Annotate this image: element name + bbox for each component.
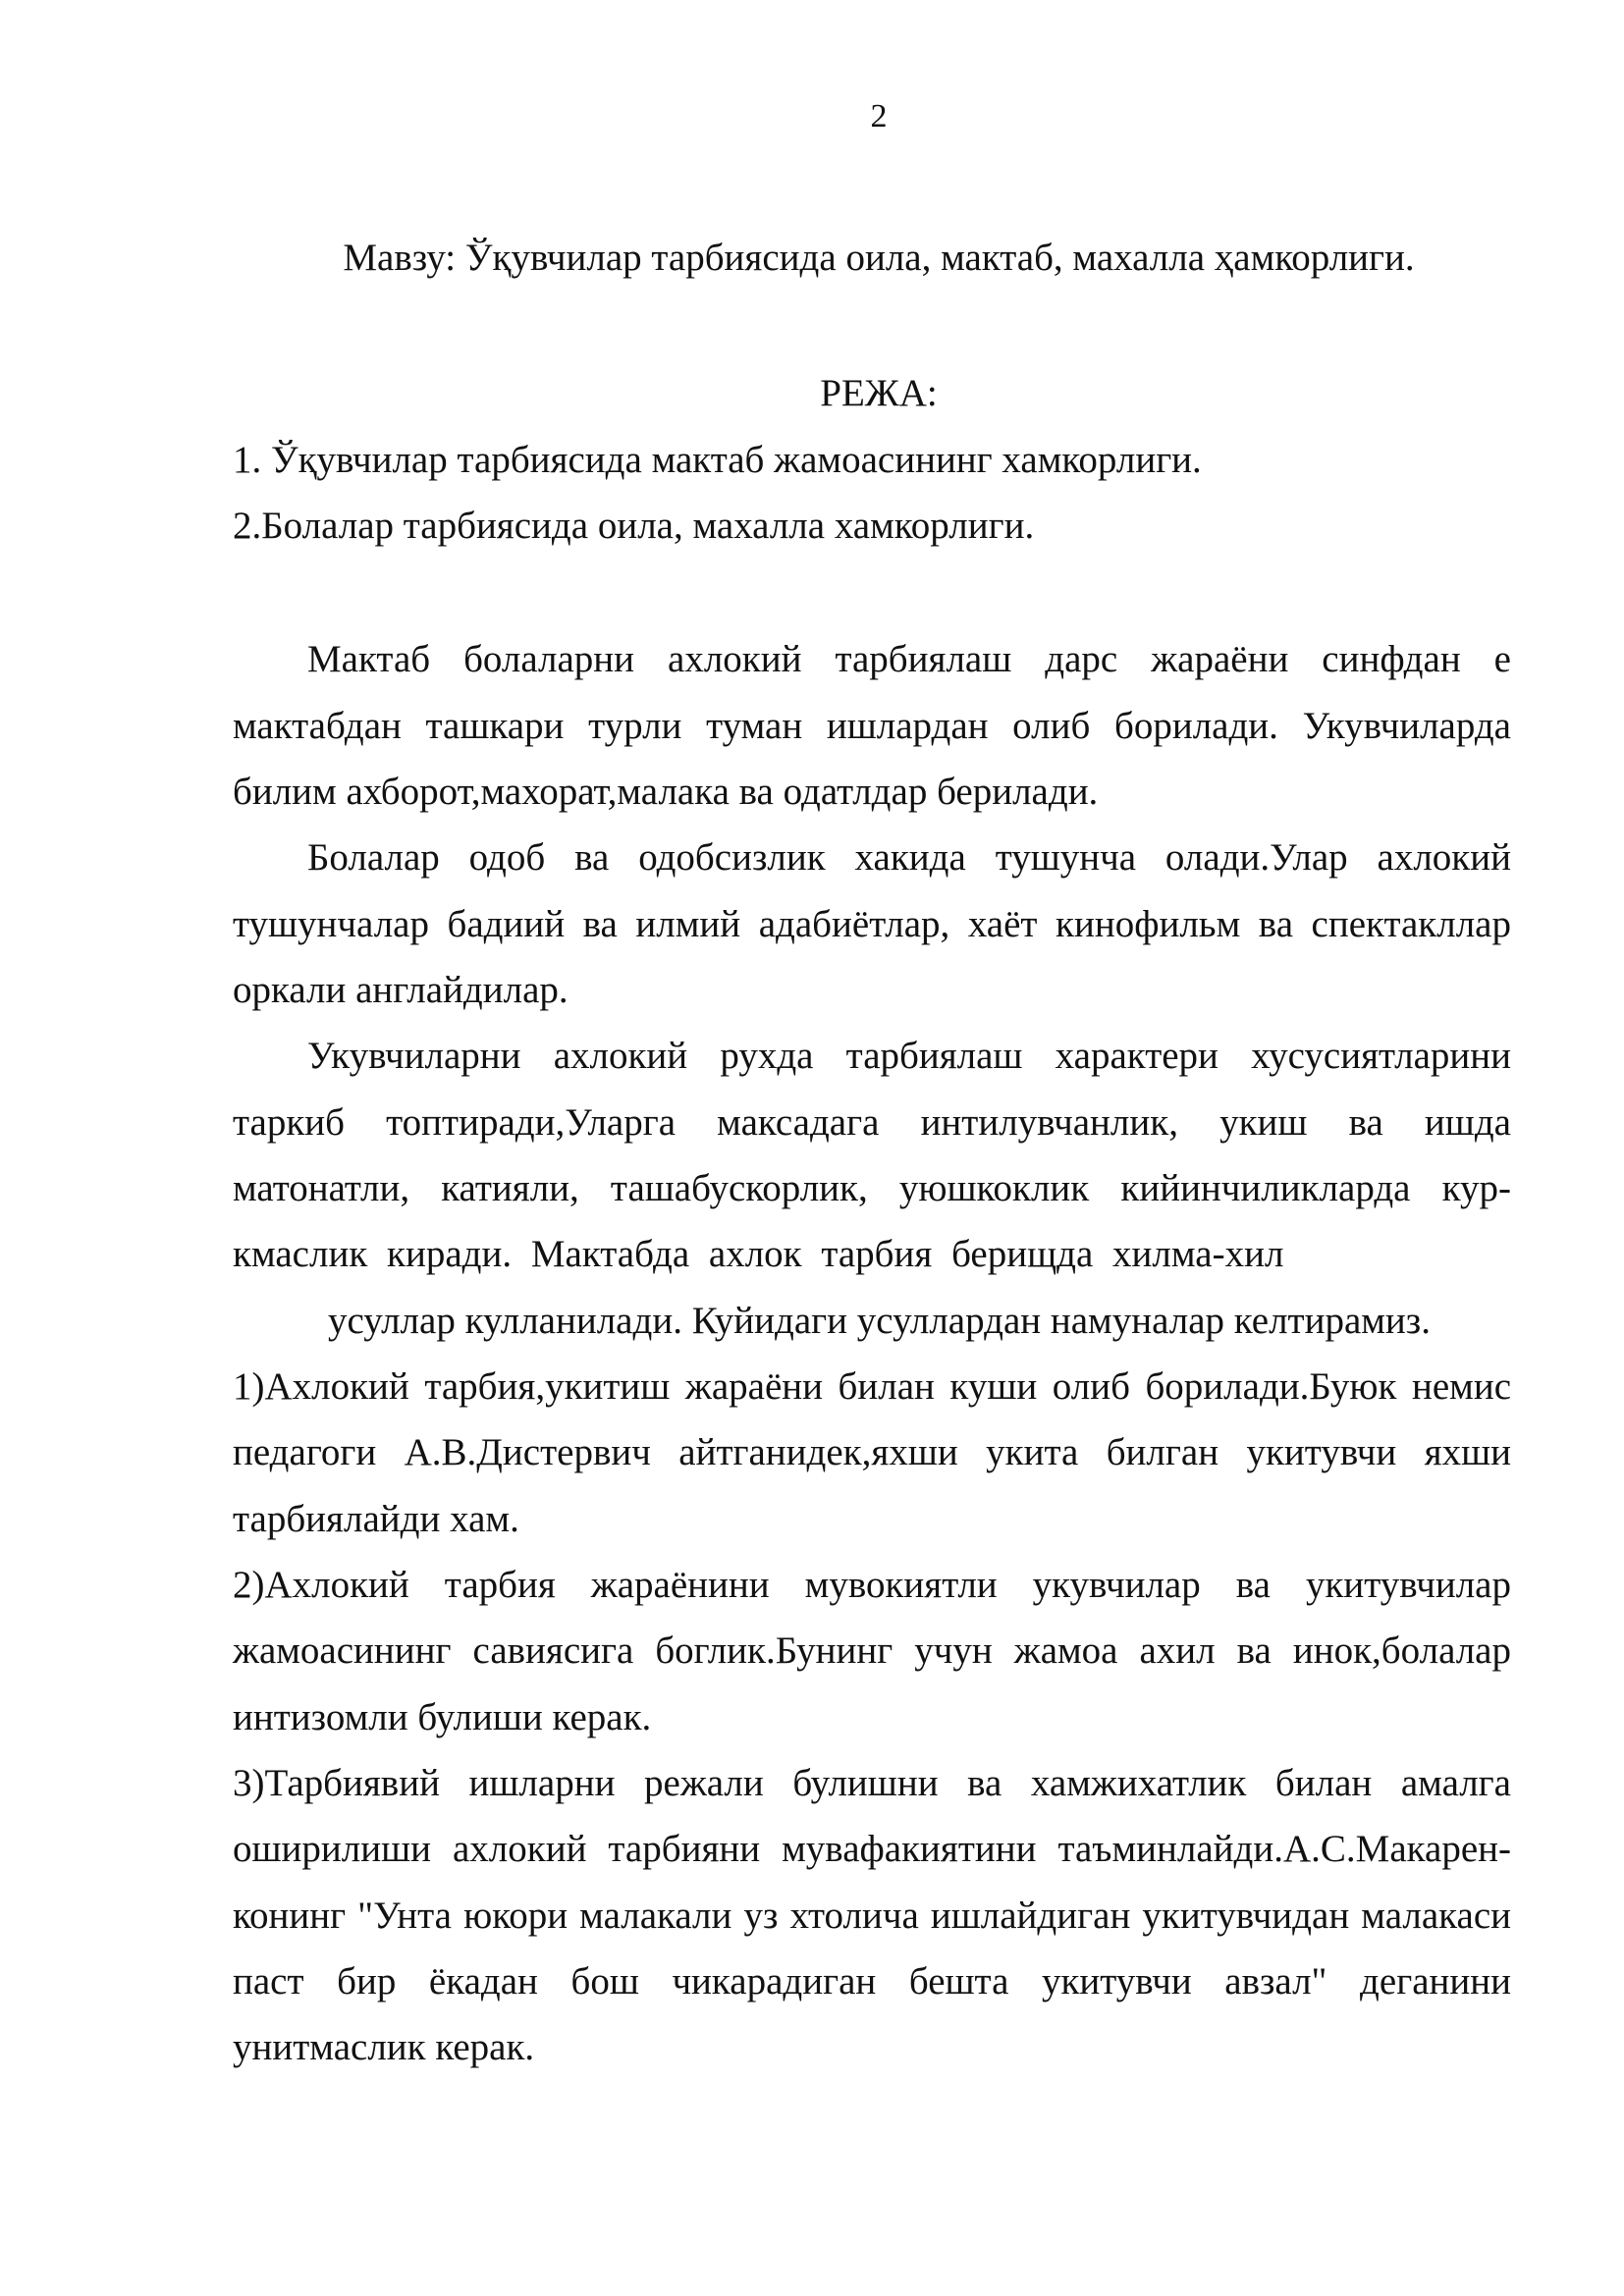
- body-line: интизомли булиши керак.: [233, 1696, 652, 1738]
- page-number: 2: [870, 98, 888, 134]
- body-line: 1)Ахлокий тарбия,укитиш жараёни билан куши олиб борилади.Буюк немис: [233, 1365, 1511, 1408]
- body-line: жамоасининг савиясига боглик.Бунинг учун жамоа ахил ва инок,болалар: [233, 1629, 1511, 1672]
- body-line: усуллар кулланилади. Куйидаги усуллардан намуналар келтирамиз.: [328, 1300, 1431, 1342]
- body-line: Болалар одоб ва одобсизлик хакида тушунча олади.Улар ахлокий: [307, 836, 1511, 879]
- body-line: Укувчиларни ахлокий рухда тарбиялаш характери хусусиятларини: [307, 1035, 1511, 1077]
- plan-item: 1. Ўқувчилар тарбиясида мактаб жамоасининг хамкорлиги.: [233, 439, 1202, 481]
- body-line: тарбиялайди хам.: [233, 1498, 519, 1540]
- plan-title: РЕЖА:: [820, 372, 938, 414]
- body-line: билим ахборот,махорат,малака ва одатлдар берилади.: [233, 771, 1099, 813]
- body-line: оширилиши ахлокий тарбияни мувафакиятини таъминлайди.А.С.Макарен-: [233, 1828, 1511, 1870]
- topic-heading: Мавзу: Ўқувчилар тарбиясида оила, мактаб, махалла ҳамкорлиги.: [343, 237, 1415, 279]
- body-line: таркиб топтиради,Уларга максадага интилувчанлик, укиш ва ишда: [233, 1101, 1511, 1144]
- body-line: матонатли, катияли, ташабускорлик, уюшкоклик кийинчиликларда кур-: [233, 1167, 1511, 1209]
- body-line: тушунчалар бадиий ва илмий адабиётлар, хаёт кинофильм ва спектакллар: [233, 903, 1511, 945]
- body-line: Мактаб болаларни ахлокий тарбиялаш дарс жараёни синфдан е: [307, 638, 1511, 680]
- body-line: паст бир ёкадан бош чикарадиган бешта укитувчи авзал" деганини: [233, 1960, 1511, 2002]
- plan-item: 2.Болалар тарбиясида оила, махалла хамкорлиги.: [233, 505, 1035, 547]
- body-line: педагоги А.В.Дистервич айтганидек,яхши укита билган укитувчи яхши: [233, 1431, 1511, 1473]
- body-line: 3)Тарбиявий ишларни режали булишни ва хамжихатлик билан амалга: [233, 1762, 1511, 1804]
- body-line: унитмаслик керак.: [233, 2026, 535, 2068]
- body-line: мактабдан ташкари турли туман ишлардан олиб борилади. Укувчиларда: [233, 705, 1511, 747]
- body-line: оркали англайдилар.: [233, 969, 568, 1011]
- body-line: кмаслик киради. Мактабда ахлок тарбия берищда хилма-хил: [233, 1233, 1284, 1275]
- body-line: 2)Ахлокий тарбия жараёнини мувокиятли укувчилар ва укитувчилар: [233, 1564, 1511, 1606]
- body-line: конинг "Унта юкори малакали уз хтолича ишлайдиган укитувчидан малакаси: [233, 1895, 1511, 1937]
